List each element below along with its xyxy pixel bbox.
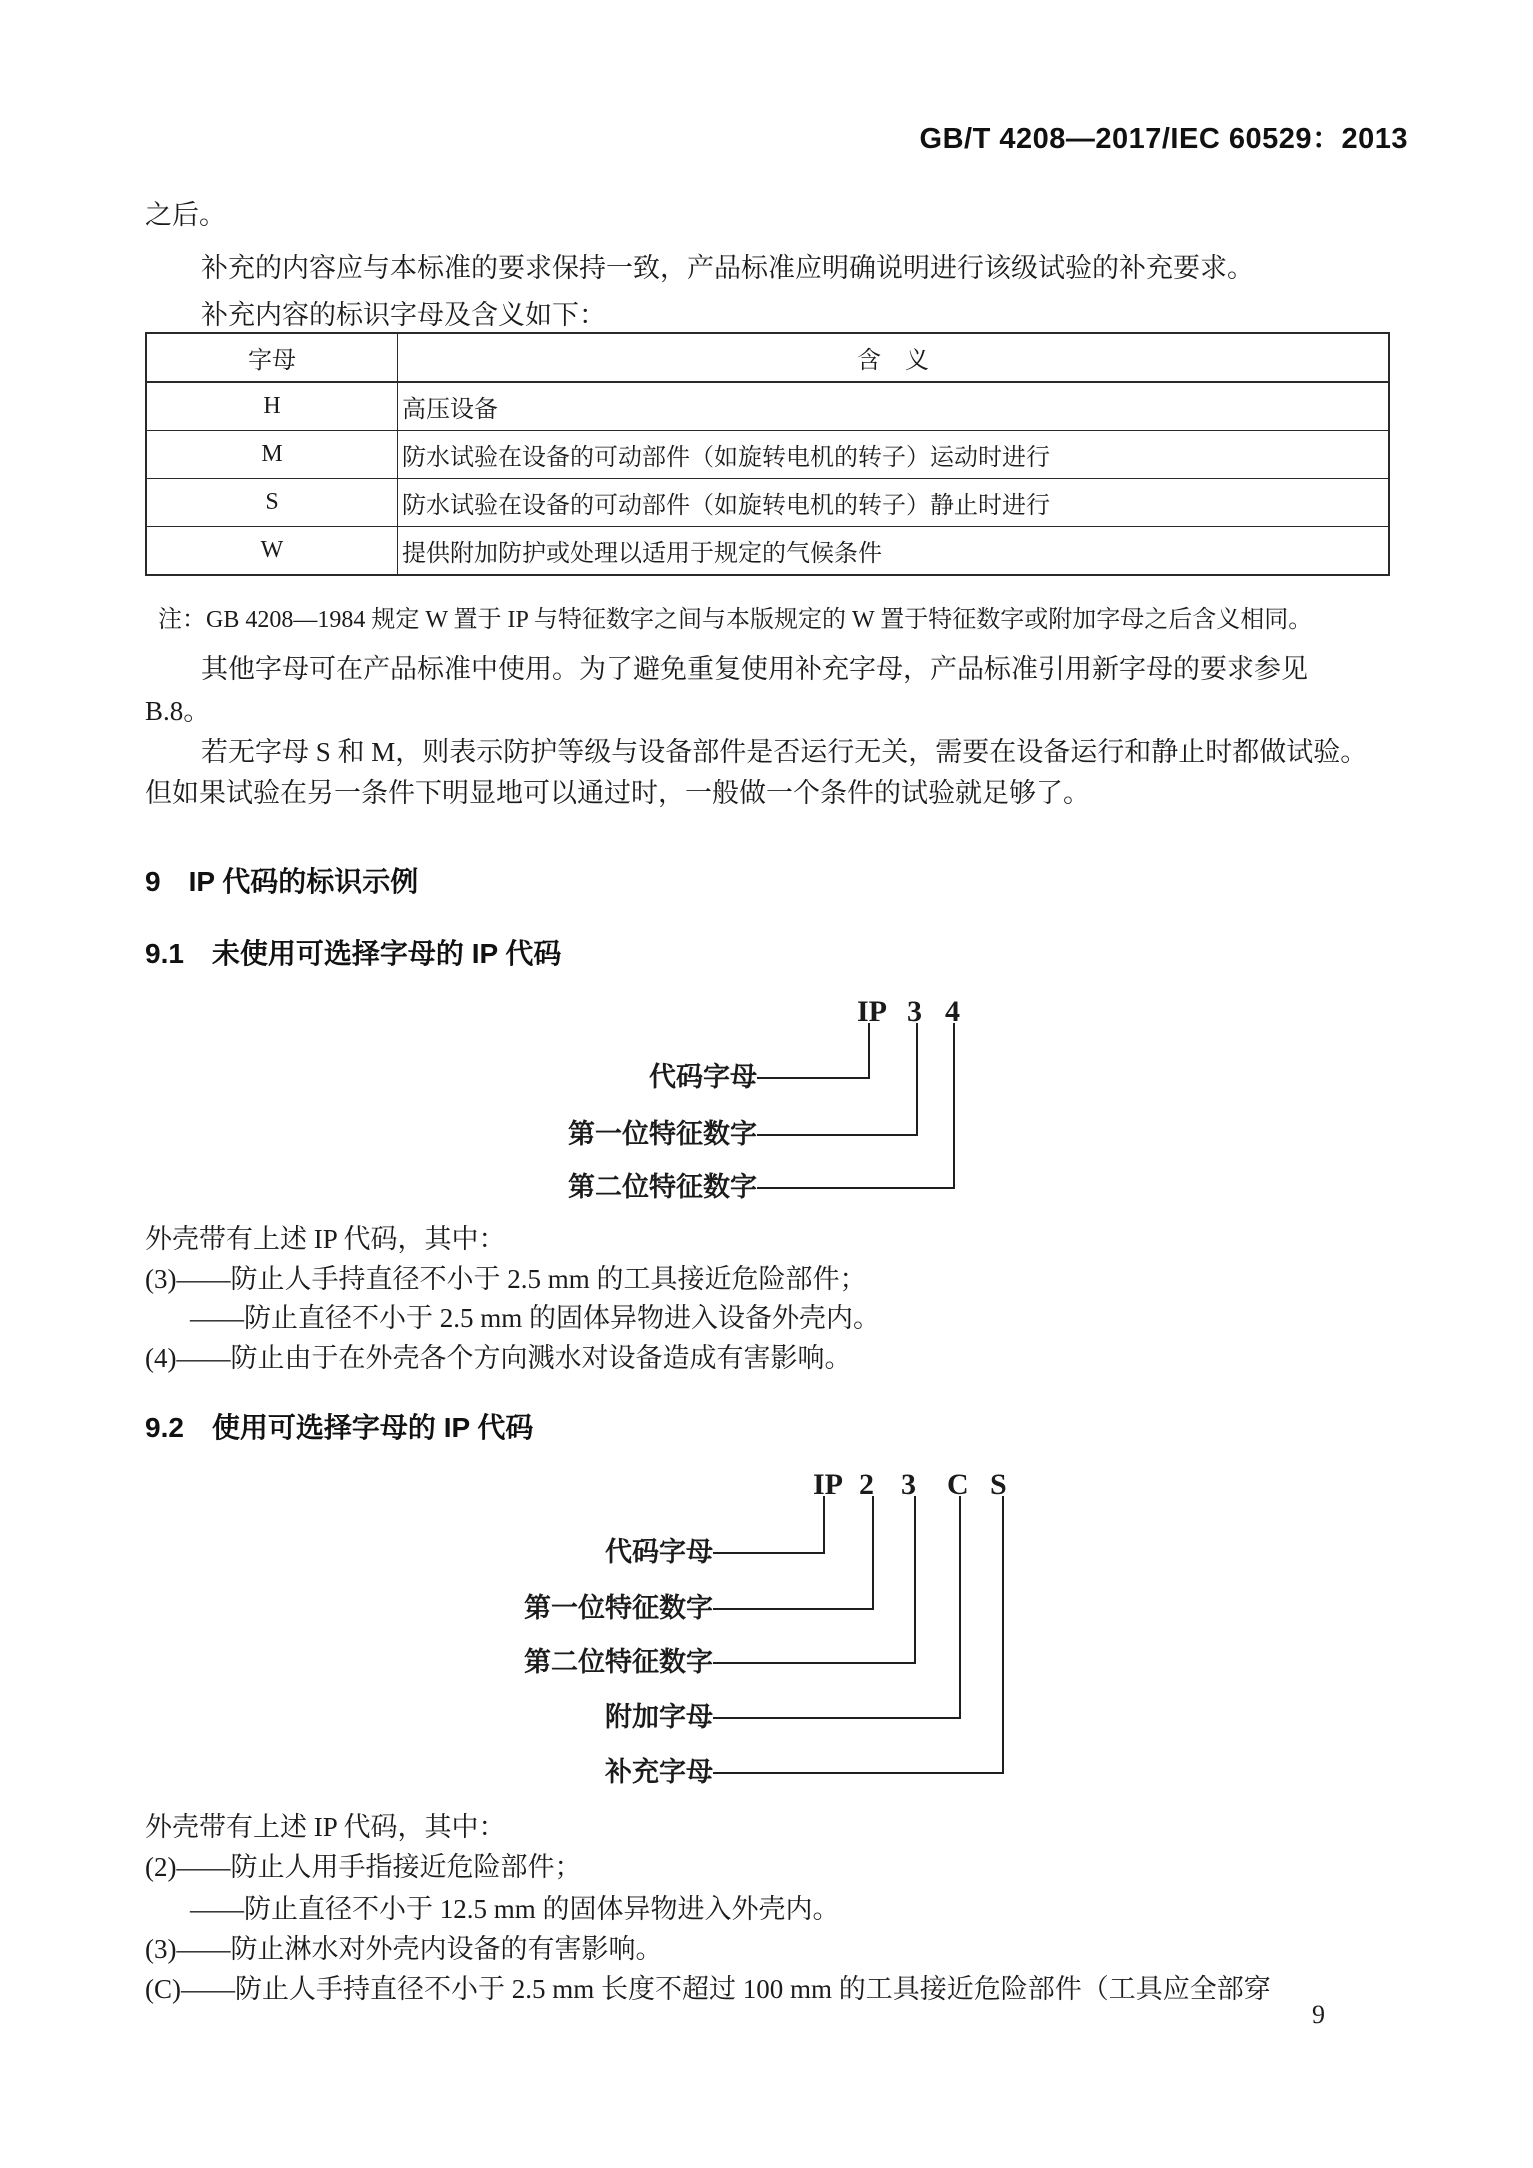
code-char-ip: IP — [857, 995, 887, 1028]
cell-letter: S — [146, 479, 398, 527]
intro-line-3: 补充内容的标识字母及含义如下： — [201, 300, 606, 330]
table-row — [146, 479, 1389, 527]
diagram-label-second-digit: 第二位特征数字 — [568, 1172, 757, 1202]
intro-line-2: 补充的内容应与本标准的要求保持一致，产品标准应明确说明进行该级试验的补充要求。 — [201, 253, 1254, 283]
code-char-second-digit: 3 — [901, 1468, 916, 1501]
s91-line-item-3-cont: ——防止直径不小于 2.5 mm 的固体异物进入设备外壳内。 — [190, 1303, 881, 1333]
clause-9-2-heading: 9.2 使用可选择字母的 IP 代码 — [145, 1412, 534, 1443]
s92-line-item-c: (C)——防止人手持直径不小于 2.5 mm 长度不超过 100 mm 的工具接近危险部件（工具应全部穿 — [145, 1974, 1271, 2004]
ip-code-diagram-9-1 — [145, 995, 1390, 1210]
standard-number-header: GB/T 4208—2017/IEC 60529：2013 — [919, 123, 1408, 155]
cell-letter: W — [146, 527, 398, 576]
table-note: 注：GB 4208—1984 规定 W 置于 IP 与特征数字之间与本版规定的 W 置于特征数字或附加字母之后含义相同。 — [158, 607, 1313, 633]
code-char-first-digit: 3 — [907, 995, 922, 1028]
page-number: 9 — [1312, 2000, 1325, 2029]
diagram-label-code-letter: 代码字母 — [605, 1537, 713, 1567]
para-line-1: 其他字母可在产品标准中使用。为了避免重复使用补充字母，产品标准引用新字母的要求参见 — [201, 654, 1308, 684]
connector-line-second-digit — [757, 1023, 955, 1189]
supplementary-letter-table — [145, 332, 1390, 576]
s92-line-item-2: (2)——防止人用手指接近危险部件； — [145, 1852, 582, 1882]
clause-9-1-heading: 9.1 未使用可选择字母的 IP 代码 — [145, 938, 562, 969]
diagram-label-additional-letter: 附加字母 — [605, 1702, 713, 1732]
para-line-4: 但如果试验在另一条件下明显地可以通过时，一般做一个条件的试验就足够了。 — [145, 778, 1090, 808]
col-header-letter: 字母 — [146, 333, 398, 382]
code-char-supplementary-letter: S — [990, 1468, 1007, 1501]
table-row — [146, 382, 1389, 431]
cell-meaning: 高压设备 — [398, 382, 1390, 431]
para-line-3: 若无字母 S 和 M，则表示防护等级与设备部件是否运行无关，需要在设备运行和静止时都做试验。 — [201, 737, 1368, 767]
cell-letter: M — [146, 431, 398, 479]
code-char-additional-letter: C — [947, 1468, 969, 1501]
diagram-label-first-digit: 第一位特征数字 — [568, 1119, 757, 1149]
col-header-meaning: 含 义 — [398, 333, 1390, 382]
s92-line-item-3: (3)——防止淋水对外壳内设备的有害影响。 — [145, 1934, 663, 1964]
clause-9-heading: 9 IP 代码的标识示例 — [145, 866, 419, 897]
s92-line-item-2-cont: ——防止直径不小于 12.5 mm 的固体异物进入外壳内。 — [190, 1894, 840, 1924]
s91-line-item-4: (4)——防止由于在外壳各个方向溅水对设备造成有害影响。 — [145, 1343, 852, 1373]
cell-meaning: 提供附加防护或处理以适用于规定的气候条件 — [398, 527, 1390, 576]
s91-line-item-3: (3)——防止人手持直径不小于 2.5 mm 的工具接近危险部件； — [145, 1264, 867, 1294]
cell-letter: H — [146, 382, 398, 431]
table-row — [146, 431, 1389, 479]
table-header-row — [146, 333, 1389, 382]
diagram-label-first-digit: 第一位特征数字 — [524, 1593, 713, 1623]
intro-line-1: 之后。 — [145, 200, 226, 230]
code-char-ip: IP — [813, 1468, 843, 1501]
ip-code-diagram-9-2 — [145, 1468, 1390, 1798]
cell-meaning: 防水试验在设备的可动部件（如旋转电机的转子）运动时进行 — [398, 431, 1390, 479]
para-line-2: B.8。 — [145, 696, 211, 726]
diagram-label-second-digit: 第二位特征数字 — [524, 1647, 713, 1677]
code-char-second-digit: 4 — [945, 995, 960, 1028]
table-row — [146, 527, 1389, 576]
code-char-first-digit: 2 — [859, 1468, 874, 1501]
s92-line-intro: 外壳带有上述 IP 代码，其中： — [145, 1812, 506, 1842]
connector-line-supplementary-letter — [713, 1496, 1004, 1774]
s91-line-intro: 外壳带有上述 IP 代码，其中： — [145, 1224, 506, 1254]
diagram-label-code-letter: 代码字母 — [649, 1062, 757, 1092]
diagram-label-supplementary-letter: 补充字母 — [605, 1757, 713, 1787]
cell-meaning: 防水试验在设备的可动部件（如旋转电机的转子）静止时进行 — [398, 479, 1390, 527]
